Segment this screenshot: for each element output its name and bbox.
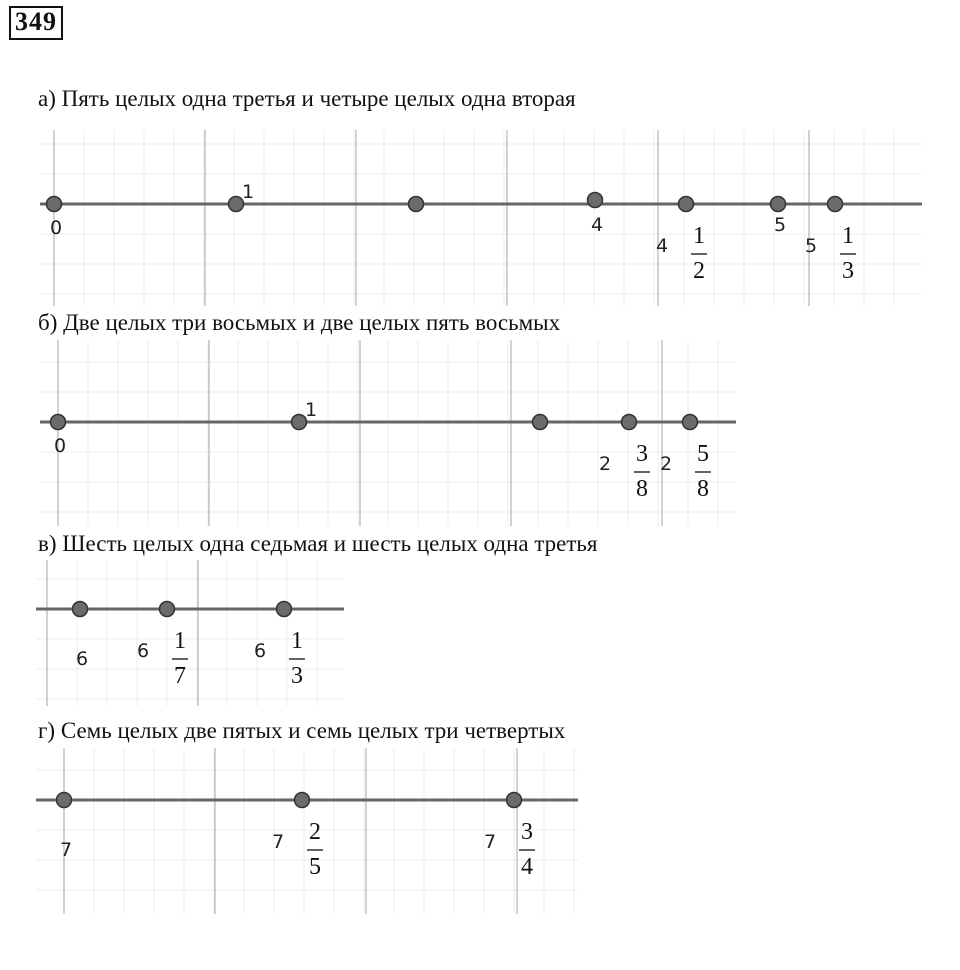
point-marker [622,415,637,430]
fraction-numerator: 5 [697,441,709,467]
point-marker [57,793,72,808]
point-marker [507,793,522,808]
point-whole-label: 7 [272,831,285,853]
point-marker [160,602,175,617]
point-label: 0 [53,435,67,457]
point-marker [588,193,603,208]
point-whole-label: 2 [660,453,673,475]
fraction-denominator: 2 [693,258,705,284]
grid-part-d [36,748,578,914]
point-whole-label: 5 [805,235,818,257]
point-marker [277,602,292,617]
point-marker [73,602,88,617]
fraction-numerator: 3 [636,441,648,467]
number-line-part-c [0,560,960,710]
point-whole-label: 4 [656,235,669,257]
fraction-numerator: 1 [174,628,186,654]
point-whole-label: 6 [137,640,150,662]
grid-part-b [40,340,736,526]
fraction-denominator: 7 [174,663,186,689]
fraction-numerator: 3 [521,819,533,845]
fraction-numerator: 1 [291,628,303,654]
point-label: 0 [49,217,63,239]
fraction-denominator: 4 [521,854,533,880]
point-label: 5 [773,214,787,236]
heading-part-b: б) Две целых три восьмых и две целых пять восьмых [38,310,561,335]
point-label: 1 [305,399,318,421]
point-marker [51,415,66,430]
heading-part-c: в) Шесть целых одна седьмая и шесть целых одна третья [38,531,598,556]
fraction-denominator: 3 [842,258,854,284]
point-label: 4 [590,214,604,236]
number-line-part-b [0,340,960,530]
point-marker [295,793,310,808]
point-marker [771,197,786,212]
fraction-denominator: 5 [309,854,321,880]
point-label: 6 [75,648,89,670]
heading-part-d: г) Семь целых две пятых и семь целых три четвертых [38,718,566,743]
point-marker [679,197,694,212]
point-label: 7 [59,839,73,861]
point-whole-label: 6 [254,640,267,662]
point-label: 1 [242,181,255,203]
fraction-numerator: 1 [842,223,854,249]
point-whole-label: 2 [599,453,612,475]
fraction-denominator: 3 [291,663,303,689]
grid-part-a [40,130,922,306]
heading-part-a: а) Пять целых одна третья и четыре целых одна вторая [38,86,576,111]
point-whole-label: 7 [484,831,497,853]
point-marker [47,197,62,212]
point-marker [683,415,698,430]
fraction-denominator: 8 [636,476,648,502]
task-number: 349 [9,6,63,40]
point-marker [409,197,424,212]
fraction-denominator: 8 [697,476,709,502]
fraction-numerator: 1 [693,223,705,249]
fraction-numerator: 2 [309,819,321,845]
number-line-part-d [0,748,960,918]
point-marker [828,197,843,212]
point-marker [533,415,548,430]
number-line-part-a [0,130,960,310]
